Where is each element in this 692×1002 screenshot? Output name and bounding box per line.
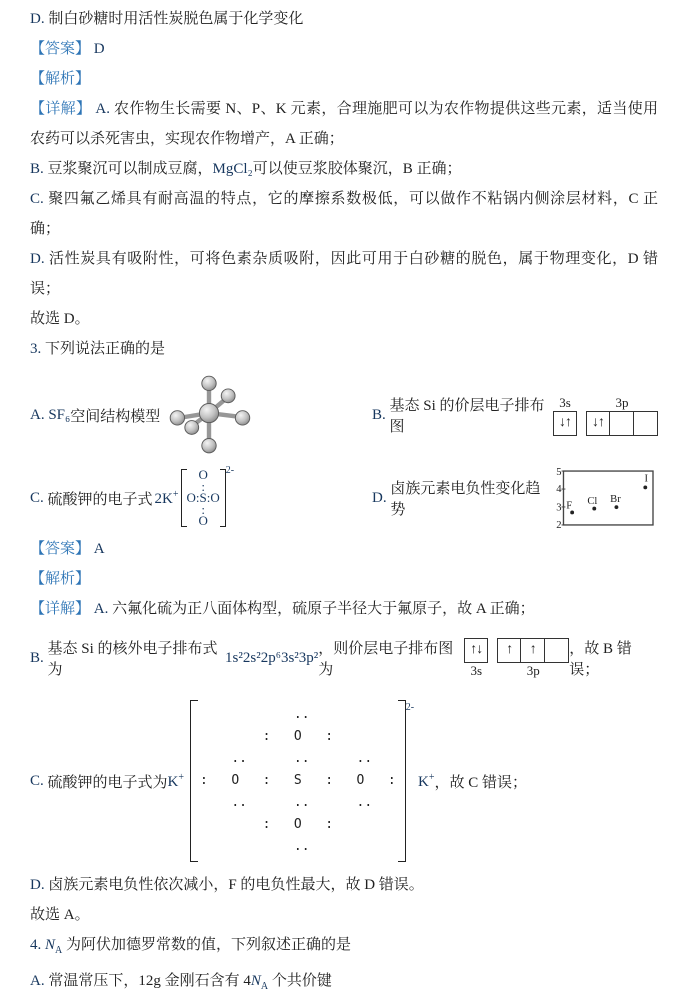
q3-detail-a (30, 594, 658, 624)
orbital-label-3p: 3p (526, 662, 540, 678)
charge-superscript: 2- (225, 465, 235, 477)
orbital-label-3s: 3s (559, 394, 571, 410)
orbital-box (545, 638, 569, 663)
q3-detail-d (30, 870, 658, 900)
orbital-label-3p: 3p (615, 394, 629, 410)
detail-letter: C. (30, 772, 44, 789)
detail-letter: D. (30, 251, 45, 267)
detail-text: 卤族元素电负性依次减小，F 的电负性最大，故 D 错误。 (48, 877, 424, 893)
q2-analysis-line (30, 64, 658, 94)
orbital-diagram-option-b (553, 395, 658, 436)
analysis-label: 【解析】 (30, 571, 91, 587)
right-bracket (220, 469, 226, 527)
orbital-box (610, 411, 634, 436)
answer-label: 【答案】 (30, 41, 91, 57)
sulfate-electron-formula-compact (154, 465, 235, 529)
detail-letter: A. (93, 601, 109, 617)
detail-text: 农作物生长需要 N、P、K 元素，合理施肥可以为农作物提供这些元素，适当使用农药可以杀死害虫，实现农作物增产，A 正确； (30, 101, 659, 147)
option-letter: A. (30, 406, 45, 423)
detail-letter: C. (30, 191, 44, 207)
answer-letter: D (93, 41, 105, 57)
orbital-box: ↑↓ (464, 638, 488, 663)
detail-text: 活性炭具有吸附性，可将色素杂质吸附，因此可用于白砂糖的脱色，属于物理变化，D 错误； (30, 251, 659, 297)
detail-text: ，故 C 错误； (434, 774, 528, 791)
detail-letter: D. (30, 877, 45, 893)
sf6-ball-stick-model (163, 372, 255, 458)
bond-dots: : (201, 501, 205, 517)
option-text: 卤族元素电负性变化趋势 (390, 481, 541, 518)
orbital-box: ↓↑ (586, 411, 610, 436)
q3-stem (30, 334, 658, 364)
option-letter: B. (372, 406, 386, 423)
svg-text:4: 4 (556, 484, 562, 496)
matrix-row: : O : (200, 729, 396, 744)
chem-formula-sf6: SF₆ (48, 406, 71, 423)
svg-text:5: 5 (556, 466, 562, 478)
q3-option-b (372, 394, 658, 436)
matrix-row: : O : (200, 817, 396, 832)
question-text: 为阿伏加德罗常数的值，下列叙述正确的是 (62, 937, 352, 953)
option-text: 空间结构模型 (70, 408, 161, 425)
q3-detail-c (30, 692, 658, 870)
detail-letter: A. (95, 101, 110, 117)
oxygen-top: O (198, 467, 208, 483)
central-row: O:S:O (186, 490, 220, 506)
q3-option-c (30, 465, 372, 529)
q2-detail-a (30, 94, 658, 154)
question-number: 3. (30, 341, 42, 357)
q3-conclusion: 故选 A。 (30, 907, 90, 923)
matrix-row: .. .. .. (200, 795, 396, 810)
right-bracket (398, 700, 406, 862)
q3-answer-line (30, 534, 658, 564)
avogadro-symbol: $N_A$ (250, 973, 269, 992)
q2-option-d (30, 4, 658, 34)
q2-detail-c (30, 184, 658, 244)
svg-text:F: F (566, 500, 573, 512)
q3-detail-b (30, 624, 658, 692)
detail-text: 硫酸钾的电子式为 (47, 774, 168, 791)
sulfate-electron-formula-large (188, 700, 414, 862)
orbital-group-3p (586, 395, 658, 436)
svg-text:2: 2 (556, 519, 562, 531)
q2-conclusion: 故选 D。 (30, 311, 90, 327)
bond-dots: : (201, 478, 205, 494)
charge-superscript: 2- (405, 702, 415, 713)
q3-options-row-cd (30, 462, 658, 534)
q3-analysis-line (30, 564, 658, 594)
lewis-matrix (198, 700, 398, 862)
q3-options-row-ab (30, 368, 658, 462)
avogadro-symbol: $N_A$ (45, 937, 63, 956)
q2-answer-line (30, 34, 658, 64)
potassium-ion: K+ (418, 771, 435, 790)
orbital-box: ↑ (497, 638, 521, 663)
matrix-row: .. .. .. (200, 751, 396, 766)
detail-text: 可以使豆浆胶体聚沉，B 正确； (252, 161, 462, 177)
left-bracket (190, 700, 198, 862)
orbital-box: ↓↑ (553, 411, 577, 436)
answer-letter: A (93, 541, 105, 557)
q3-option-a (30, 372, 372, 458)
analysis-label: 【解析】 (30, 71, 91, 87)
option-letter: D. (30, 11, 45, 27)
matrix-row: .. (200, 839, 396, 854)
option-text: 硫酸钾的电子式 (47, 491, 153, 508)
detail-text: 聚四氟乙烯具有耐高温的特点，它的摩擦系数极低，可以做作不粘锅内侧涂层材料，C 正确； (30, 191, 658, 237)
orbital-group-3s (553, 395, 577, 436)
detail-letter: B. (30, 649, 44, 666)
q2-detail-d (30, 244, 658, 304)
question-number: 4. (30, 937, 42, 953)
matrix-row: : O : S : O : (200, 773, 396, 788)
option-text: 制白砂糖时用活性炭脱色属于化学变化 (48, 11, 304, 27)
electron-configuration: 1s²2s²2p⁶3s²3p² (225, 649, 319, 666)
detail-label: 【详解】 (30, 601, 91, 617)
detail-text: 豆浆聚沉可以制成豆腐， (47, 161, 213, 177)
orbital-diagram-detail-b (464, 638, 569, 679)
chem-formula-mgcl2: MgCl₂ (212, 161, 253, 177)
oxygen-bottom: O (198, 513, 208, 529)
svg-text:Cl: Cl (587, 495, 598, 507)
option-text: 个共价键 (268, 973, 332, 989)
lewis-structure-column (187, 469, 220, 527)
q4-option-a (30, 966, 658, 1002)
detail-text: ，则价层电子排布图为 (318, 641, 454, 678)
question-text: 下列说法正确的是 (45, 341, 166, 357)
orbital-box: ↑ (521, 638, 545, 663)
orbital-group-3p (497, 638, 569, 679)
potassium-prefix: 2K+ (154, 488, 179, 507)
detail-text: 六氟化硫为正八面体构型，硫原子半径大于氟原子，故 A 正确； (112, 601, 535, 617)
detail-text: ，故 B 错误； (569, 641, 632, 678)
option-text: 常温常压下，12g 金刚石含有 4 (48, 973, 251, 989)
option-text: 基态 Si 的价层电子排布图 (389, 398, 545, 435)
orbital-group-3s (464, 638, 488, 679)
matrix-row: .. (200, 707, 396, 722)
orbital-box (634, 411, 658, 436)
q3-option-d (372, 464, 658, 532)
electronegativity-trend-chart (550, 464, 658, 532)
detail-text: 基态 Si 的核外电子排布式为 (47, 641, 218, 678)
svg-text:3: 3 (556, 502, 562, 514)
answer-label: 【答案】 (30, 541, 91, 557)
option-letter: D. (372, 489, 387, 506)
q4-stem (30, 930, 658, 966)
orbital-label-3s: 3s (470, 662, 483, 678)
svg-text:Br: Br (610, 493, 621, 505)
option-letter: A. (30, 973, 45, 989)
detail-letter: B. (30, 161, 44, 177)
option-letter: C. (30, 489, 44, 506)
svg-text:I: I (644, 473, 649, 485)
q2-detail-b (30, 154, 658, 184)
detail-label: 【详解】 (30, 101, 92, 117)
potassium-ion: K+ (167, 771, 185, 790)
